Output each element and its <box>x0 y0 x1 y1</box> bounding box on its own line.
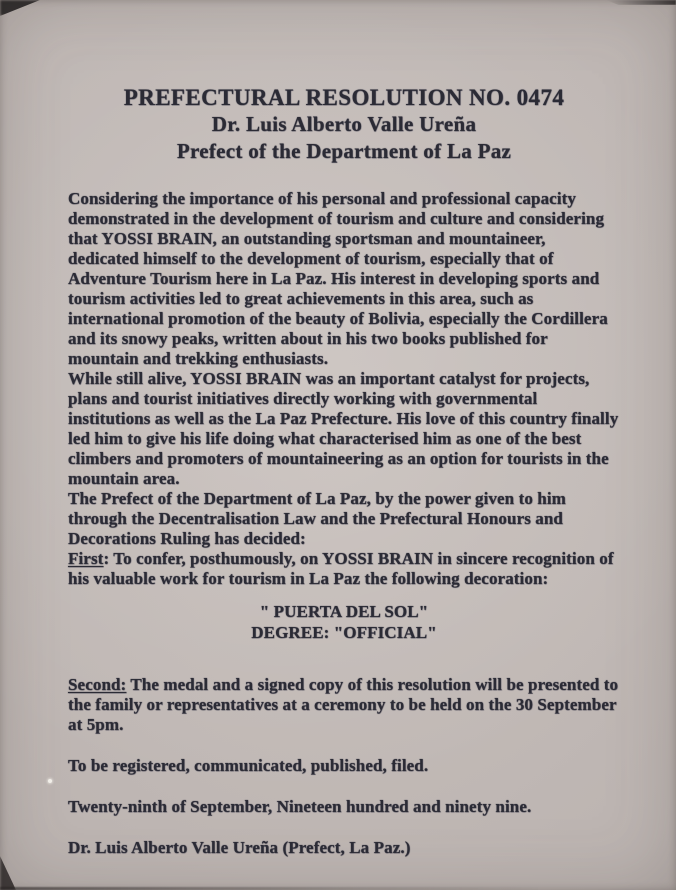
document-body <box>68 189 620 858</box>
document-title-block <box>68 84 620 165</box>
signature-line: Dr. Luis Alberto Valle Ureña (Prefect, La Paz.) <box>68 838 411 857</box>
author-role: Prefect of the Department of La Paz <box>176 139 512 163</box>
first-clause-label: First <box>68 549 104 568</box>
paragraph-prefect-decision: The Prefect of the Department of La Paz, by the power given to him through the Decentralisation Law and the Prefectural Honours and Decorations Ruling has decided: <box>68 489 566 548</box>
second-clause-label: Second: <box>68 675 127 694</box>
paragraph-while-still-alive: While still alive, YOSSI BRAIN was an important catalyst for projects, plans and tourist initiatives directly working with governmental institutions as well as the La Paz Prefecture. His love of this country finally led him to give his life doing what characterised him as one of the best climbers and promoters of mountaineering as an option for tourists in the mountain area. <box>68 369 619 488</box>
second-clause <box>68 675 620 735</box>
paragraph-considering: Considering the importance of his personal and professional capacity demonstrated in the development of tourism and culture and considering that YOSSI BRAIN, an outstanding sportsman and mountaineer, dedicated himself to the development of tourism, especially that of Adventure Tourism here in La Paz. His interest in developing sports and tourism activities led to great achievements in this area, such as international promotion of the beauty of Bolivia, especially the Cordillera and its snowy peaks, written about in his two books published for mountain and trekking enthusiasts. <box>68 189 608 368</box>
registration-line: To be registered, communicated, published, filed. <box>68 756 429 775</box>
decoration-name: " PUERTA DEL SOL" <box>259 602 429 621</box>
author-name: Dr. Luis Alberto Valle Ureña <box>211 112 477 136</box>
first-clause <box>68 549 620 589</box>
decoration-block <box>68 601 620 643</box>
date-line: Twenty-ninth of September, Nineteen hundred and ninety nine. <box>68 797 532 816</box>
decoration-degree: DEGREE: "OFFICIAL" <box>251 623 437 642</box>
second-clause-text: The medal and a signed copy of this resolution will be presented to the family or representatives at a ceremony to be held on the 30 September at 5pm. <box>68 675 619 734</box>
first-clause-text: : To confer, posthumously, on YOSSI BRAIN in sincere recognition of his valuable work for tourism in La Paz the following decoration: <box>68 549 614 588</box>
document-title: PREFECTURAL RESOLUTION NO. 0474 <box>123 85 565 110</box>
